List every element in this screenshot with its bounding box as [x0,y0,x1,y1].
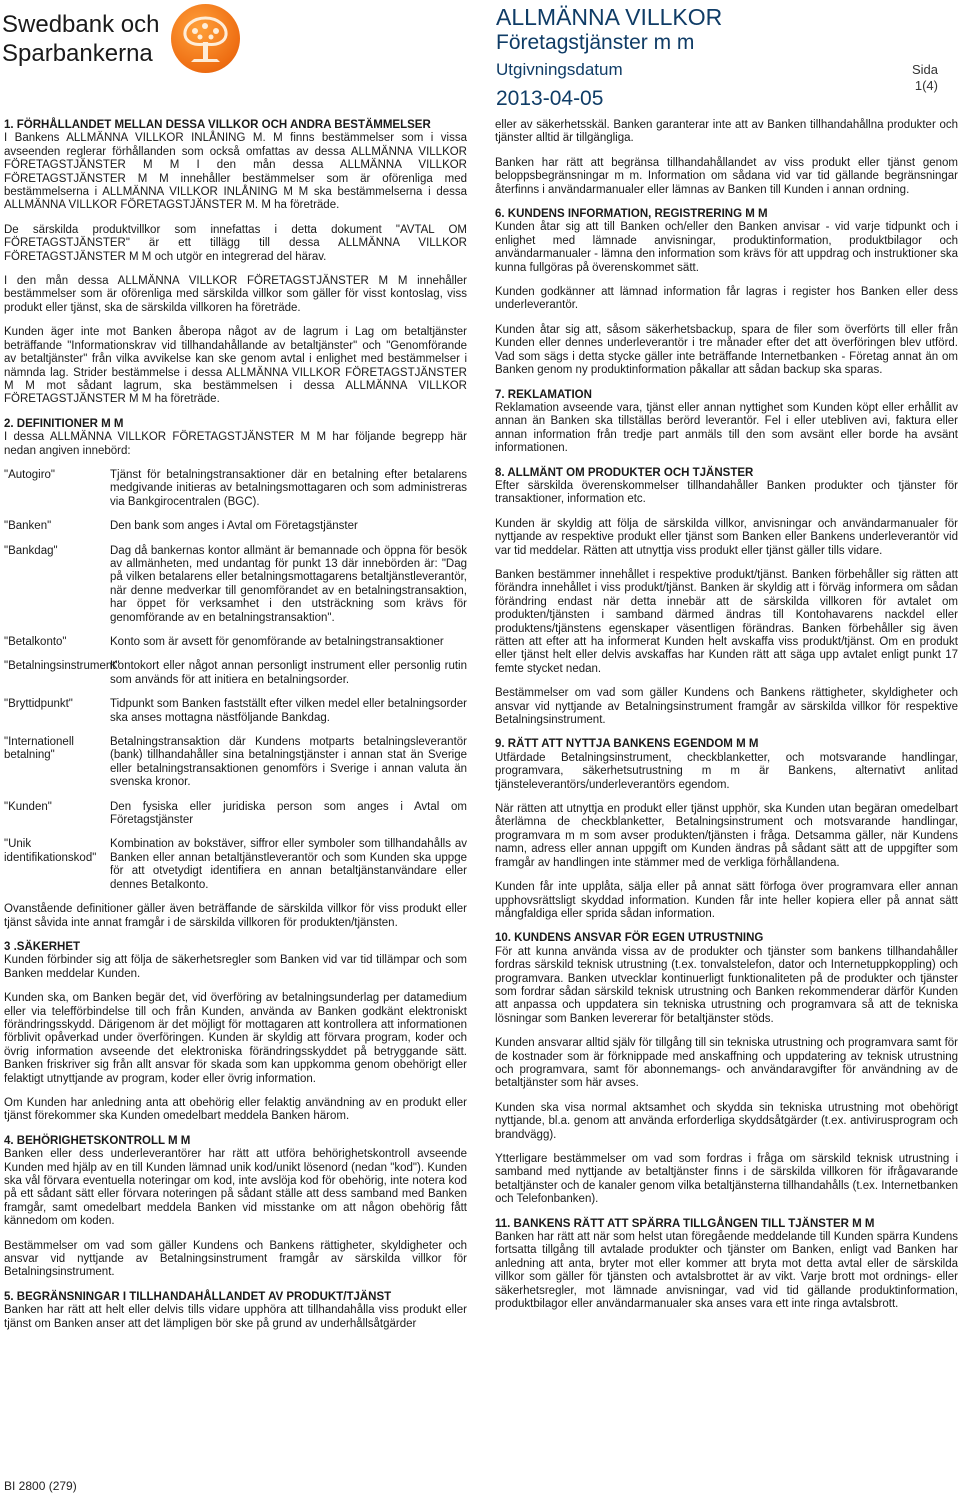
definition-row [4,545,467,625]
oak-tree-logo-icon [171,4,240,73]
section-3-paragraph: Kunden ska, om Banken begär det, vid överföring av betalningsunderlag per datamedium eller via telefförbindelse till och från Kunden, använda av Banken godkänt elektroniskt förändringsskydd. Därigenom är det möjligt för mottagaren att kontrollera att informationen förblivit opåverkad under överföringen. Kunden är skyldig att förvara program, koder och övrig information avseende det elektroniska förändringsskyddet på betryggande sätt. Banken friskriver sig från allt ansvar för skada som kan uppkomma genom obehörigt eller felaktigt utnyttjande av program, koder eller övrig information. [4,992,467,1085]
definition-text: Den fysiska eller juridiska person som anges i Avtal om Företagstjänster [110,800,467,827]
definition-term: "Betalningsinstrument" [4,660,120,673]
section-3-paragraph: Kunden förbinder sig att följa de säkerhetsregler som Banken vid var tid tillämpar och som Banken meddelar Kunden. [4,954,467,980]
page-value: 1(4) [914,78,938,93]
section-8-paragraph: Bestämmelser om vad som gäller Kundens och Bankens rättigheter, skyldigheter och ansvar vid nyttjande av Betalningsinstrument framgår av särskilda villkor för respektive Betalningsinstrument. [495,687,958,727]
section-2-title: 2. DEFINITIONER M M [4,417,124,430]
definition-row [4,736,467,790]
section-1-paragraph: Kunden äger inte mot Banken åberopa något av de lagrum i Lag om betaltjänster beträffande "Informationskrav vid tillhandahållande av betaltjänster" och "Genomförande av betaltjänster" från vilka avvikelse kan ske genom avtal i enlighet med bestämmelser i nämnda lag. Strider bestämmelse i dessa ALLMÄNNA VILLKOR FÖRETAGSTJÄNSTER M M mot sådant lagrum, ska bestämmelsen i dessa ALLMÄNNA VILLKOR FÖRETAGSTJÄNSTER M M ha företräde. [4,326,467,406]
section-5-continued: eller av säkerhetsskäl. Banken garanterar inte att av Banken tillhandahållna produkter och tjänster alltid är tillgängliga. [495,119,958,145]
section-5-paragraph: Banken har rätt att helt eller delvis tills vidare upphöra att tillhandahålla viss produkt eller tjänst om Banken anser att det lämpligen bör ske på grund av underhållsåtgärder [4,1304,467,1330]
section-4-paragraph: Banken eller dess underleverantörer har rätt att utföra behörighetskontroll avseende Kunden med hjälp av en till Kunden lämnad unik kod/unikt lösenord (nedan "kod"). Kunden ska vål förvara eventuella noteringar om kod, inte avslöja kod för obehörig, inte notera kod på ett sådant sätt eller förvara noteringen på sådant ställe att dess samband med Banken framgår, samt omedelbart meddela Banken vid misstanke om att någon obehörig fått kännedom om koden. [4,1148,467,1228]
section-4-title: 4. BEHÖRIGHETSKONTROLL M M [4,1134,191,1147]
definition-term: "Bankdag" [4,544,58,557]
section-5-paragraph: Banken har rätt att begränsa tillhandahållandet av viss produkt eller tjänst genom beloppsbegränsningar m m. Information om sådana vid var tid gällande begränsningar återfinns i användarmanualer eller lämnas av Banken till Kunden i annan ordning. [495,156,958,196]
section-6-paragraph: Kunden åtar sig att till Banken och/eller den Banken anvisar - vid varje tidpunkt och i enlighet med lämnade anvisningar, produktinformation, produktbilagor och användarmanualer - lämna den information som krävs för att uppdrag och instruktioner ska kunna fullgöras på överenskommet sätt. [495,221,958,274]
issue-date-label: Utgivningsdatum [496,60,623,79]
definition-row [4,838,467,892]
section-7-paragraph: Reklamation avseende vara, tjänst eller annan nyttighet som Kunden köpt eller erhållit av annan än Banken ska tillställas berörd leverantör. Fel i eller utebliven avi, faktura eller annan information från tredje part anmäls till den som avsänt eller borde ha avsänt informationen. [495,401,958,455]
definition-text: Den bank som anges i Avtal om Företagstjänster [110,520,358,533]
section-10-paragraph: Kunden ska visa normal aktsamhet och skydda sin tekniska utrustning mot obehörigt nyttjande, bl.a. genom att använda erforderliga skyddsåtgärder (t.ex. antivirusprogram och brandvägg). [495,1101,958,1141]
section-6-paragraph: Kunden åtar sig att, såsom säkerhetsbackup, spara de filer som överförts till eller från Kunden eller dennes underleverantör i tre månader efter det att överföringen blev utförd. Vad som sägs i detta stycke gäller inte beträffande Internetbanken - Företag annat än om Banken genom ny produktinformation påkallar att sådan backup ska sparas. [495,323,958,377]
definition-row [4,698,467,725]
section-11-title: 11. BANKENS RÄTT ATT SPÄRRA TILLGÅNGEN TILL TJÄNSTER M M [495,1217,875,1230]
section-1-paragraph: I den mån dessa ALLMÄNNA VILLKOR FÖRETAGSTJÄNSTER M M innehåller bestämmelser som är oförenliga med särskilda villkor som gäller för visst kontoslag, viss produkt eller tjänst, ska de särskilda villkoren ha företräde. [4,275,467,314]
section-4-paragraph: Bestämmelser om vad som gäller Kundens och Bankens rättigheter, skyldigheter och ansvar vid nyttjande av Betalningsinstrument framgår av särskilda villkor för Betalningsinstrument. [4,1239,467,1279]
definition-term: "Banken" [4,520,52,533]
section-5-title: 5. BEGRÄNSNINGAR I TILLHANDAHÅLLANDET AV PRODUKT/TJÄNST [4,1290,392,1303]
section-2-intro: I dessa ALLMÄNNA VILLKOR FÖRETAGSTJÄNSTER M M har följande begrepp här nedan angiven innebörd: [4,431,467,457]
definition-row [4,801,467,828]
section-6-paragraph: Kunden godkänner att lämnad information får lagras i register hos Banken eller dess underleverantör. [495,286,958,312]
section-9-title: 9. RÄTT ATT NYTTJA BANKENS EGENDOM M M [495,738,759,751]
section-9-paragraph: När rätten att utnyttja en produkt eller tjänst upphör, ska Kunden utan begäran omedelbart återlämna de checkblanketter, Betalningsinstrument och motsvarande handlingar, programvara m m som avser produkten/tjänsten i fråga. Detsamma gäller, när Kundens namn, adress eller annan uppgift om Kunden ändras på sådant sätt att de uppgifter som framgår av handlingen inte stämmer med de verkliga förhållandena. [495,803,958,869]
definition-text: Kombination av bokstäver, siffror eller symboler som tillhandahålls av Banken eller annan betaltjänstleverantör och som Kunden ska uppge för att otvetydigt identifiera en annan betaltjänstanvändare eller dennes Betalkonto. [110,838,467,891]
section-2-outro: Ovanstående definitioner gäller även beträffande de särskilda villkor för viss produkt eller tjänst såvida inte annat framgår i de särskilda villkoren för produkten/tjänsten. [4,903,467,929]
brand-line-1: Swedbank och [2,11,160,38]
definition-text: Dag då bankernas kontor allmänt är bemannade och öppna för besök av allmänheten, med undantag för punkt 13 där innebörden är: "Dag på vilken betalarens eller betalningsmottagarens betaltjänstleverantör, när denne medverkar till genomförandet av en betalningstransaktion, har öppet för verksamhet i den utsträckning som krävs för genomförande av en betalningstransaktion". [110,544,467,624]
section-3-paragraph: Om Kunden har anledning anta att obehörig eller felaktig användning av en produkt eller tjänst förekommer ska Kunden omedelbart meddela Banken härom. [4,1096,467,1123]
issue-date-value: 2013-04-05 [496,87,604,110]
definition-text: Kontokort eller något annan personligt instrument eller personlig rutin som används för att initiera en betalningsorder. [110,660,467,686]
definition-row [4,469,467,509]
brand-line-2: Sparbankerna [2,40,153,67]
document-title: ALLMÄNNA VILLKOR [496,4,723,30]
definition-term: "Autogiro" [4,468,55,481]
brand-name [2,10,159,68]
section-3-title: 3 .SÄKERHET [4,940,81,953]
section-8-title: 8. ALLMÄNT OM PRODUKTER OCH TJÄNSTER [495,466,754,479]
page-number [912,62,938,94]
definition-term: "Internationell betalning" [4,736,74,762]
section-10-title: 10. KUNDENS ANSVAR FÖR EGEN UTRUSTNING [495,932,764,945]
definition-text: Tjänst för betalningstransaktioner där en betalning efter betalarens medgivande initieras av betalningsmottagaren och som administreras via Bankgirocentralen (BGC). [110,468,467,508]
section-9-paragraph: Utfärdade Betalningsinstrument, checkblanketter, och motsvarande handlingar, programvara, säkerhetsutrustning m m är Bankens, alternativt anlitad tjänsteleverantörs/underleverantörs egendom. [495,751,958,791]
section-1-paragraph: De särskilda produktvillkor som innefattas i detta dokument "AVTAL OM FÖRETAGSTJÄNSTER" är ett tillägg till dessa ALLMÄNNA VILLKOR FÖRETAGSTJÄNSTER M M och utgör en integrerad del härav. [4,223,467,263]
definition-text: Konto som är avsett för genomförande av betalningstransaktioner [110,636,444,648]
section-10-paragraph: Ytterligare bestämmelser om vad som fordras i fråga om särskild teknisk utrustning i samband med nyttjande av betaltjänster finns i de särskilda villkoren för ifrågavarande betaltjänster och de kanaler genom vilka betaltjänsterna tillhandahålls (t.ex. Internetbanken och Telefonbanken). [495,1153,958,1206]
section-10-paragraph: För att kunna använda vissa av de produkter och tjänster som bankens tillhandahåller fordras särskild teknisk utrustning (t.ex. tonvalstelefon, dator och Internetuppkoppling) och programvara. Banken utvecklar kontinuerligt funktionaliteten på de produkter och tjänster som fordrar sådan särskild teknisk utrustning och Banken rekommenderar därför Kunden att anpassa och uppdatera sin tekniska utrustning och programvara så att de tekniska lösningar som Banken levererar för betaltjänster stöds. [495,945,958,1025]
section-8-paragraph: Kunden är skyldig att följa de särskilda villkor, anvisningar och användarmanualer för nyttjande av respektive produkt eller tjänst som Banken eller Bankens underleverantör vid var tid meddelar. Rätten att utnyttja viss produkt eller tjänst gäller tills vidare. [495,517,958,557]
section-11-paragraph: Banken har rätt att när som helst utan föregående meddelande till Kunden spärra Kundens fortsatta tillgång till avtalade produkter och tjänster om Banken, enligt vad Banken har anledning att anta, bryter mot eller kommer att bryta mot detta avtal eller de särskilda villkor som gäller för tjänsten och avtalsbrottet är av vikt. Varje brott mot ordnings- eller säkerhetsregler, mot lämnade anvisningar, vad vid tid gällande produktinformation, produktbilagor eller användarmanualer ska anses vara ett inte ringa avtalsbrott. [495,1231,958,1311]
definition-text: Betalningstransaktion där Kundens motparts betalningsleverantör (bank) tillhandahåller sina betalningstjänster i annan stat än Sverige eller betalningstransaktionen genomförs i Sverige i annan valuta än svenska kronor. [110,736,467,789]
page-label: Sida [911,62,938,77]
definition-row [4,520,467,533]
definition-term: "Kunden" [4,800,52,813]
definitions-list [4,469,467,892]
form-code: BI 2800 (279) [4,1479,77,1493]
section-1-paragraph: I Bankens ALLMÄNNA VILLKOR INLÅNING M. M finns bestämmelser som i vissa avseenden reglerar förhållanden som också omfattas av dessa ALLMÄNNA VILLKOR FÖRETAGSTJÄNSTER M M I den mån dessa ALLMÄNNA VILLKOR FÖRETAGSTJÄNSTER M M innehåller bestämmelser som är oförenliga med bestämmelserna i ALLMÄNNA VILLKOR INLÅNING M M ska bestämmelserna i dessa ALLMÄNNA VILLKOR FÖRETAGSTJÄNSTER M. M ha företräde. [4,132,467,212]
definition-term: "Betalkonto" [4,636,67,648]
definition-row [4,660,467,687]
document-title-block [496,4,722,111]
section-7-title: 7. REKLAMATION [495,388,592,401]
document-subtitle: Företagstjänster m m [496,31,695,54]
definition-term: "Bryttidpunkt" [4,698,73,711]
definition-text: Tidpunkt som Banken fastställt efter vilken medel eller betalningsorder ska anses mottagna nästföljande Bankdag. [110,698,467,724]
section-9-paragraph: Kunden får inte upplåta, sälja eller på annat sätt förfoga över programvara eller annan upphovsrättsligt skyddad information. Kunden får inte heller kopiera eller på annat sätt mångfaldiga eller sprida sådan information. [495,881,958,920]
page-header [0,0,960,112]
section-8-paragraph: Banken bestämmer innehållet i respektive produkt/tjänst. Banken förbehåller sig rätten att förändra innehållet i viss produkt/tjänst. Banken är skyldig att i förväg informera om sådan förändring endast när detta innebär att de särskilda villkoren för avtalet om produkten/tjänsten i samband därmed ändras till Kontohavarens nackdel eller produktens/tjänstens egenskaper väsentligen förändras. Banken förbehåller sig även rätten att efter att ha informerat Kunden helt avskaffa viss produkt/tjänst. Om en produkt eller tjänst helt eller delvis avskaffas har Kunden rätt att säga upp avtalet enligt punkt 17 femte stycket nedan. [495,568,958,675]
left-column [4,119,467,1342]
right-column [495,119,958,1322]
section-8-paragraph: Efter särskilda överenskommelser tillhandahåller Banken produkter och tjänster för transaktioner, information etc. [495,479,958,506]
section-6-title: 6. KUNDENS INFORMATION, REGISTRERING M M [495,208,768,221]
section-10-paragraph: Kunden ansvarar alltid själv för tillgång till sin tekniska utrustning och programvara samt för de kostnader som är förknippade med anskaffning och uppdatering av teknisk utrustning och programvara, samt för abonnemangs- och användaravgifter för användning av de betaltjänster som här avses. [495,1037,958,1090]
definition-row [4,636,467,649]
section-1-title: 1. FÖRHÅLLANDET MELLAN DESSA VILLKOR OCH ANDRA BESTÄMMELSER [4,119,431,131]
definition-term: "Unik identifikationskod" [4,838,97,864]
